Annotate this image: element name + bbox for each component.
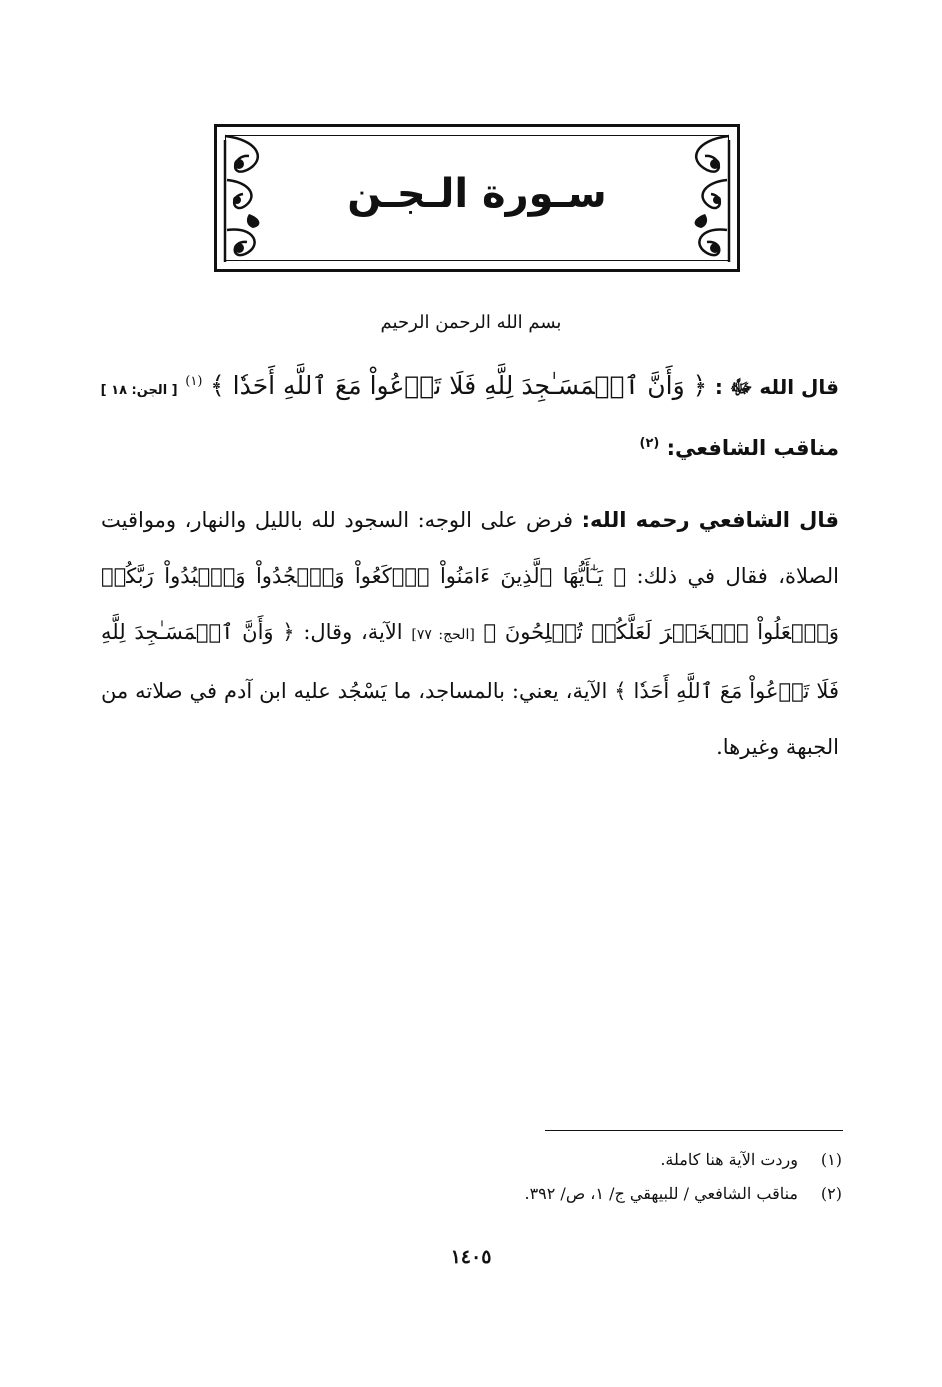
footnote-1: [342, 1150, 842, 1169]
body-part-2: الآية، وقال:: [294, 620, 412, 644]
basmala: بسم الله الرحمن الرحيم: [380, 312, 562, 333]
title-frame: [214, 124, 740, 272]
footnote-2-text: مناقب الشافعي / للبيهقي ج/ ١، ص/ ٣٩٢.: [524, 1184, 798, 1203]
surah-title: سـورة الـجـن: [347, 171, 607, 217]
floral-ornament-right-icon: [675, 130, 735, 270]
body-paragraph: [101, 492, 839, 775]
footnote-1-number: (١): [820, 1150, 842, 1169]
section-footnote-mark: (٢): [639, 436, 660, 451]
footnote-1-text: وردت الآية هنا كاملة.: [660, 1150, 798, 1169]
verse-lead: قال الله ﷻ :: [714, 375, 839, 399]
body-quran-2: ﴿ وَأَنَّ ٱلۡمَسَـٰجِدَ لِلَّهِ فَلَا تَدۡعُواْ مَعَ ٱللَّهِ أَحَدٗا ﴾: [101, 620, 840, 703]
verse-quran-text: ﴿ وَأَنَّ ٱلۡمَسَـٰجِدَ لِلَّهِ فَلَا تَدۡعُواْ مَعَ ٱللَّهِ أَحَدٗا ﴾: [210, 371, 708, 400]
floral-ornament-left-icon: [219, 130, 279, 270]
section-heading-text: مناقب الشافعي:: [666, 436, 839, 460]
verse-line: [79, 362, 839, 411]
body-part-1: فرض على الوجه: السجود لله بالليل والنهار، ومواقيت الصلاة، فقال في ذلك:: [101, 508, 840, 588]
verse-reference: [ الجن: ١٨ ]: [100, 383, 178, 398]
body-lead: قال الشافعي رحمه الله:: [581, 508, 839, 532]
footnote-2-number: (٢): [820, 1184, 842, 1203]
footnote-2: [342, 1184, 842, 1203]
page-number: ١٤٠٥: [450, 1246, 492, 1268]
verse-footnote-mark: (١): [185, 374, 203, 389]
body-quran-1: ﴿ يَـٰٓأَيُّهَا ٱلَّذِينَ ءَامَنُواْ ٱرۡكَعُواْ وَٱسۡجُدُواْ وَٱعۡبُدُواْ رَبَّكُمۡ وَٱفۡعَلُواْ ٱلۡخَيۡرَ لَعَلَّكُمۡ تُفۡلِحُونَ ﴾: [101, 564, 839, 644]
body-part-3: الآية، يعني: بالمساجد، ما يَسْجُد عليه ابن آدم في صلاته من الجبهة وغيرها.: [101, 679, 839, 759]
footnote-divider: [545, 1130, 843, 1131]
section-heading: [99, 436, 839, 460]
body-ref-1: [الحج: ٧٧]: [411, 627, 475, 643]
